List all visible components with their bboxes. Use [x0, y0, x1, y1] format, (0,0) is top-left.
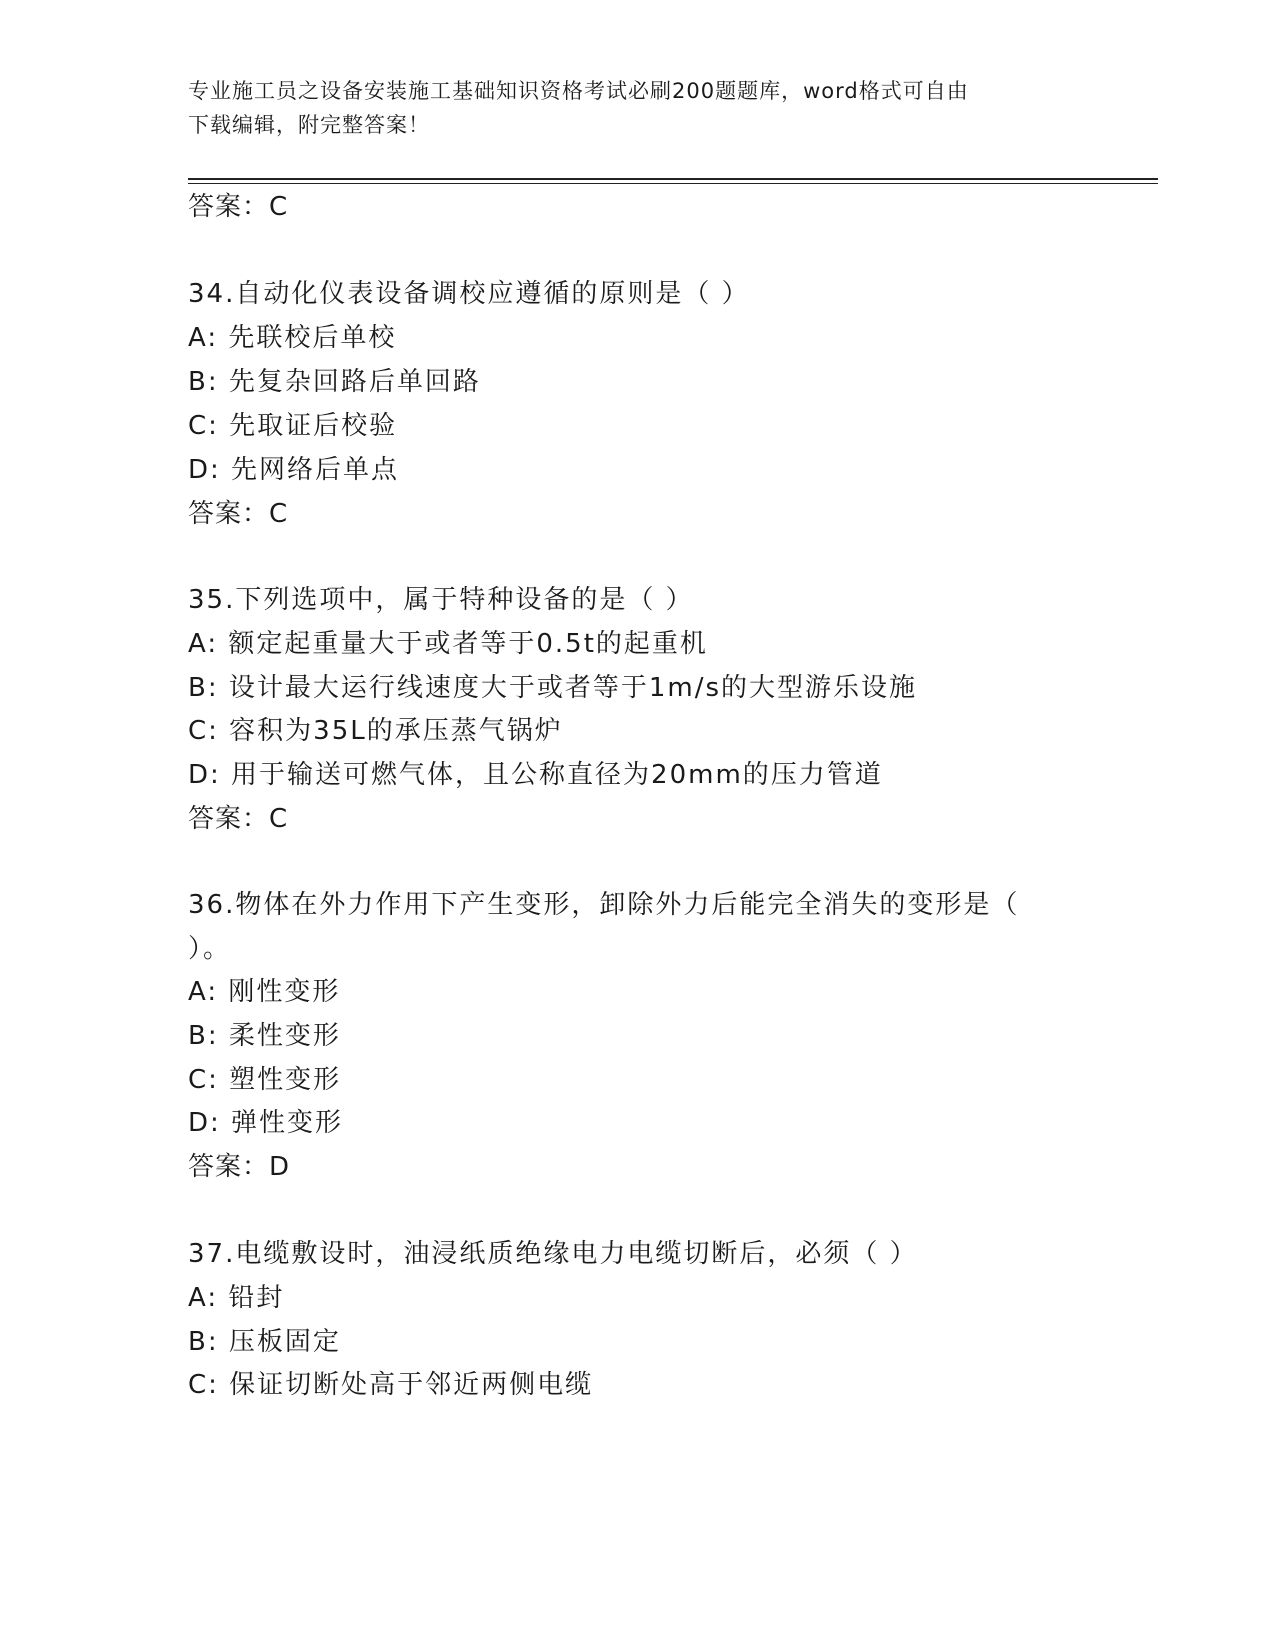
header-line-2: 下载编辑，附完整答案！	[188, 113, 430, 137]
question-36-option-b: B: 柔性变形	[188, 1021, 341, 1051]
question-35-option-a: A: 额定起重量大于或者等于0.5t的起重机	[188, 629, 708, 659]
question-37-option-b: B: 压板固定	[188, 1327, 341, 1357]
question-37-stem: 37.电缆敷设时，油浸纸质绝缘电力电缆切断后，必须（ ）	[188, 1239, 918, 1269]
question-34-stem: 34.自动化仪表设备调校应遵循的原则是（ ）	[188, 279, 750, 309]
question-35-answer: 答案：C	[188, 804, 289, 834]
question-36-option-d: D: 弹性变形	[188, 1108, 344, 1138]
question-36-stem-continued: ）。	[188, 934, 232, 964]
question-37-option-a: A: 铅封	[188, 1283, 285, 1313]
document-header	[188, 74, 1088, 142]
question-36-option-c: C: 塑性变形	[188, 1065, 342, 1095]
previous-answer: 答案：C	[188, 192, 289, 222]
question-35-option-b: B: 设计最大运行线速度大于或者等于1m/s的大型游乐设施	[188, 673, 918, 703]
header-divider-thin	[188, 183, 1158, 184]
question-34-option-d: D: 先网络后单点	[188, 455, 400, 485]
question-35-option-c: C: 容积为35L的承压蒸气锅炉	[188, 716, 563, 746]
question-34-answer: 答案：C	[188, 499, 289, 529]
question-36-stem: 36.物体在外力作用下产生变形，卸除外力后能完全消失的变形是（	[188, 890, 1020, 920]
question-36-option-a: A: 刚性变形	[188, 977, 341, 1007]
header-divider-thick	[188, 178, 1158, 180]
question-35-option-d: D: 用于输送可燃气体，且公称直径为20mm的压力管道	[188, 760, 883, 790]
question-35-stem: 35.下列选项中，属于特种设备的是（ ）	[188, 585, 694, 615]
question-37-option-c: C: 保证切断处高于邻近两侧电缆	[188, 1370, 594, 1400]
header-line-1: 专业施工员之设备安装施工基础知识资格考试必刷200题题库，word格式可自由	[188, 79, 969, 103]
question-36-answer: 答案：D	[188, 1152, 291, 1182]
question-34-option-a: A: 先联校后单校	[188, 323, 397, 353]
question-34-option-c: C: 先取证后校验	[188, 411, 398, 441]
question-34-option-b: B: 先复杂回路后单回路	[188, 367, 481, 397]
